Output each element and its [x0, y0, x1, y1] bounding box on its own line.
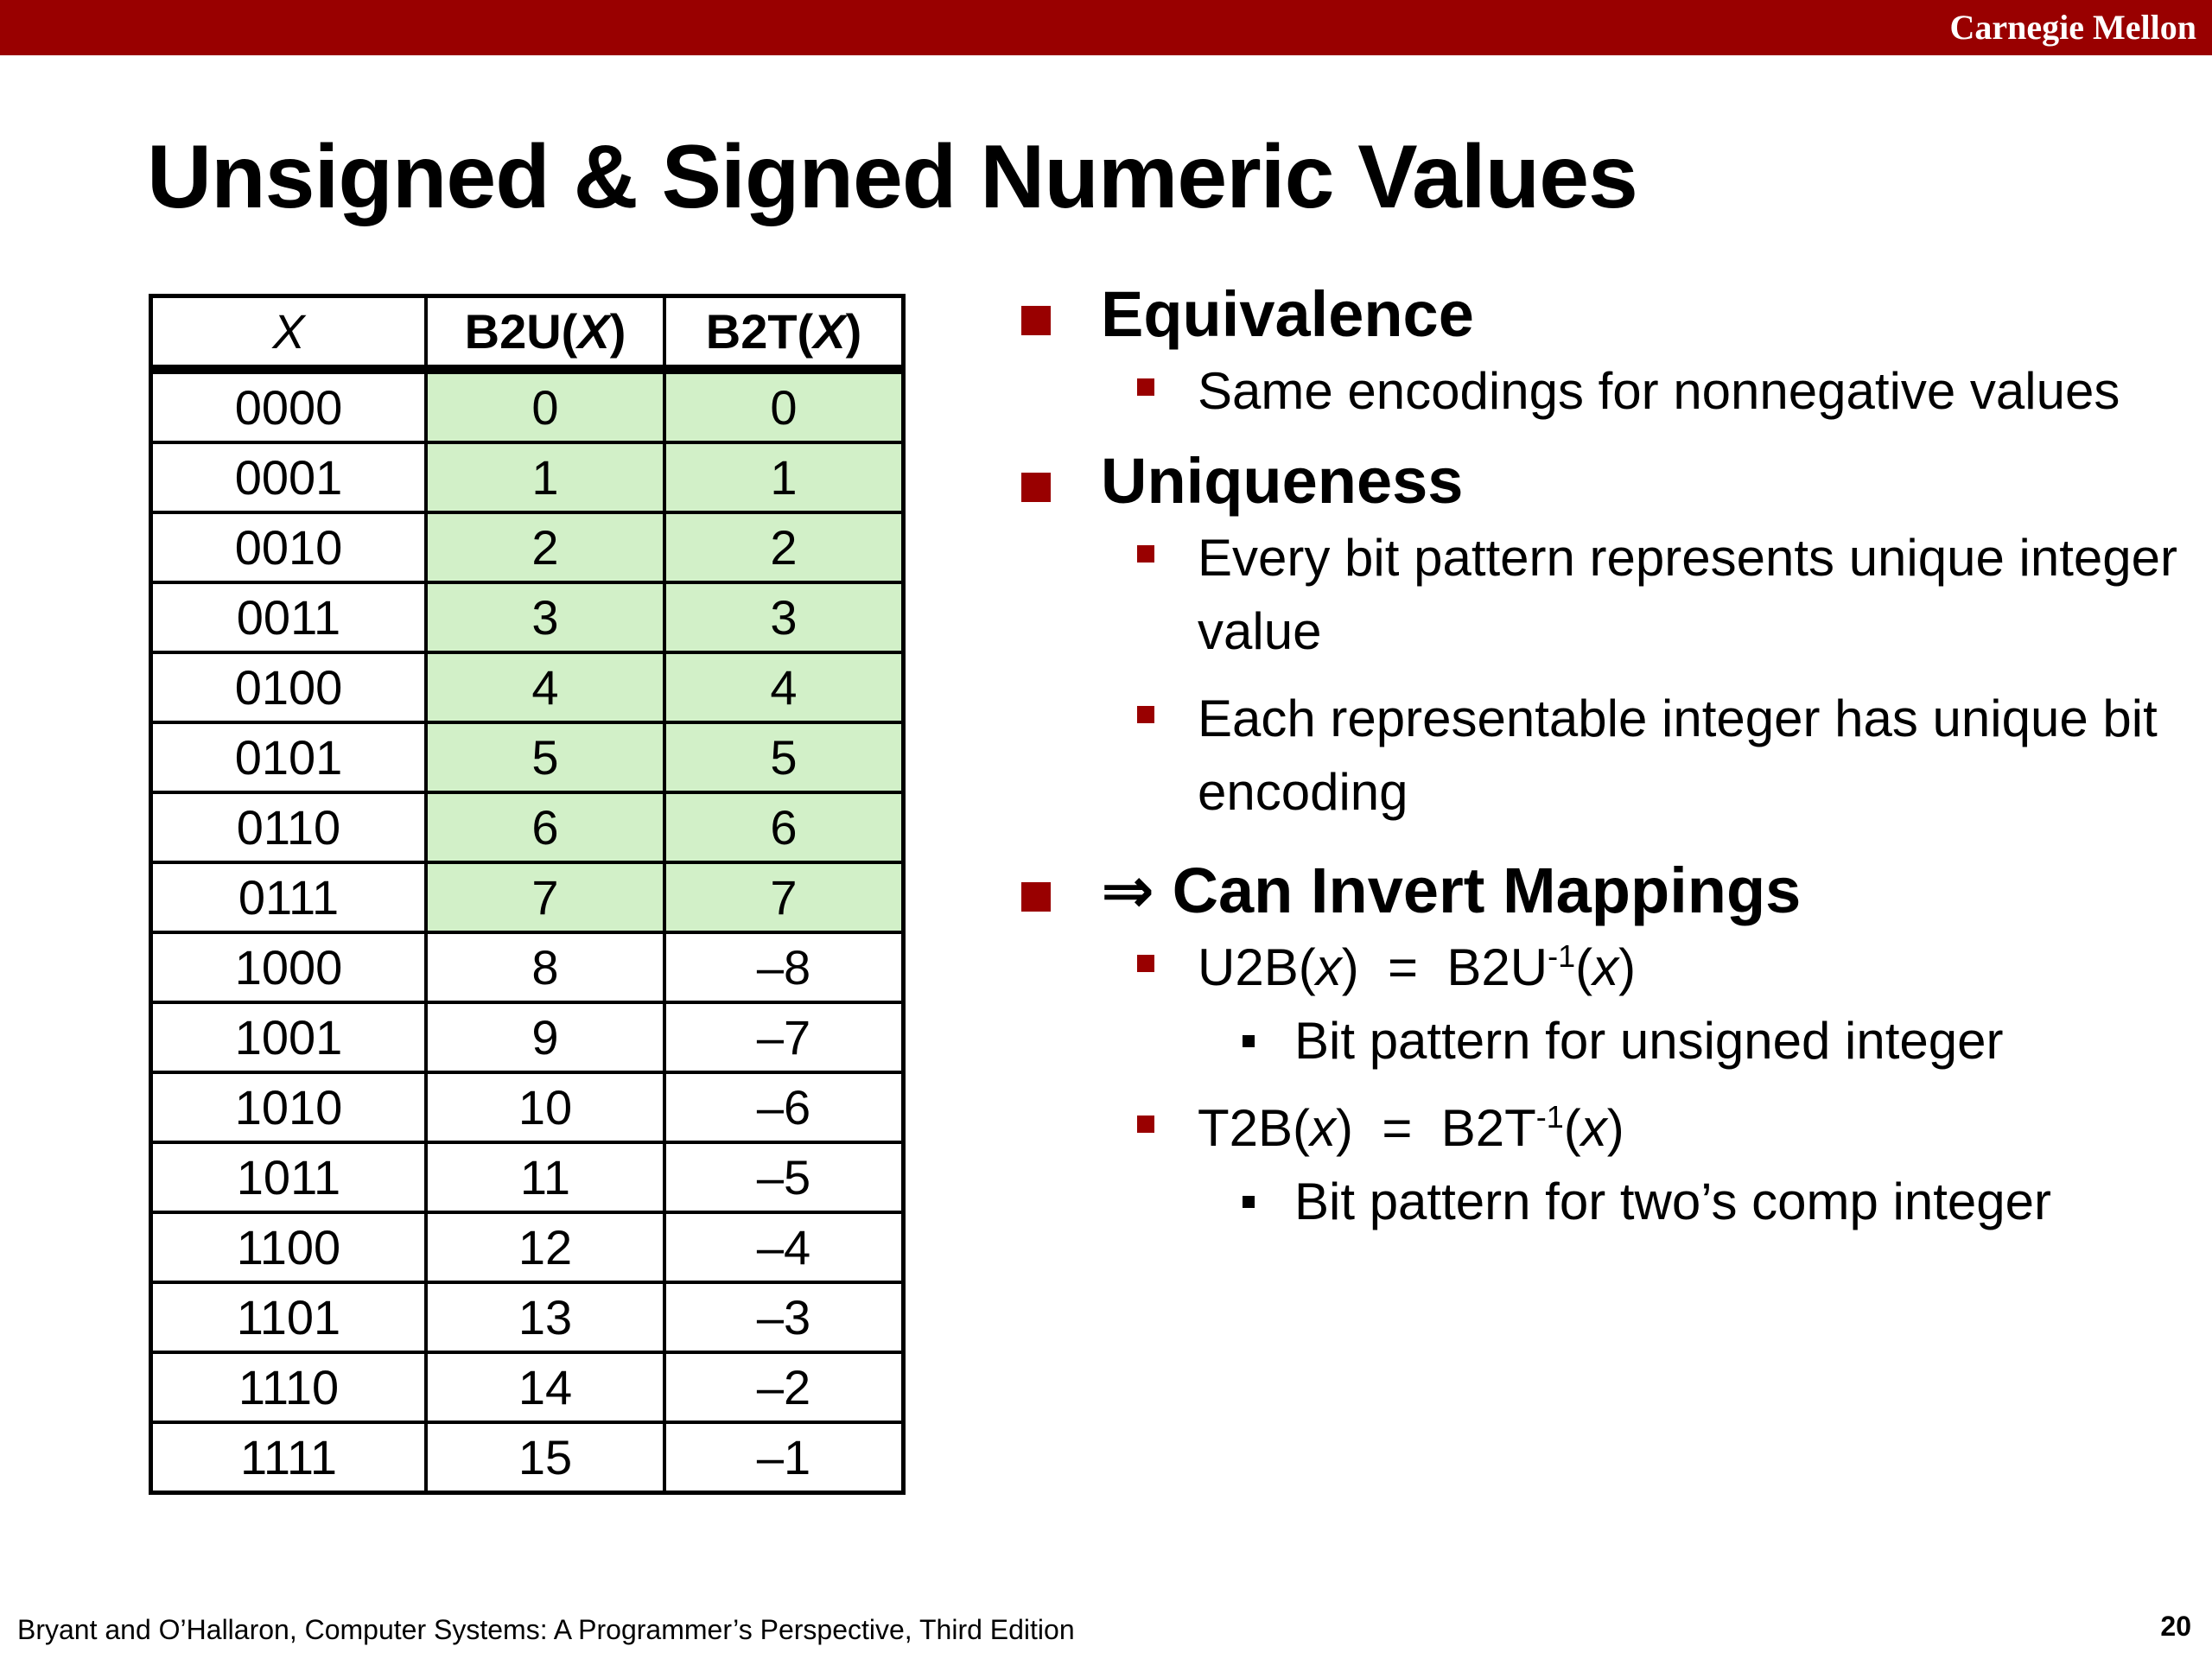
cell-b2u: 4 [426, 652, 664, 722]
cell-b2t: –4 [664, 1212, 904, 1282]
cell-b2u: 13 [426, 1282, 664, 1352]
cell-x: 0001 [151, 442, 427, 512]
table-row [151, 512, 904, 582]
header-x: X [151, 296, 427, 370]
cell-b2t: 0 [664, 370, 904, 443]
bullet-invert: ⇒ Can Invert Mappings [1011, 851, 2203, 931]
table-row [151, 722, 904, 792]
cell-x: 0000 [151, 370, 427, 443]
header-b2u: B2U(X) [426, 296, 664, 370]
sub-bullet: Every bit pattern represents unique integer value [1011, 521, 2203, 668]
cell-b2t: –5 [664, 1142, 904, 1212]
bullet-uniqueness: Uniqueness [1011, 442, 2203, 521]
cell-x: 0010 [151, 512, 427, 582]
sub-sub-bullet: Bit pattern for unsigned integer [1011, 1004, 2203, 1077]
bullet-square-icon [1137, 1116, 1154, 1133]
table-row [151, 932, 904, 1002]
bullet-square-icon [1021, 882, 1051, 912]
cell-x: 1001 [151, 1002, 427, 1072]
cell-x: 0110 [151, 792, 427, 862]
cell-b2u: 15 [426, 1422, 664, 1493]
cell-b2t: –1 [664, 1422, 904, 1493]
cell-b2t: 1 [664, 442, 904, 512]
cell-b2u: 10 [426, 1072, 664, 1142]
table-row [151, 862, 904, 932]
cell-b2t: 3 [664, 582, 904, 652]
cell-x: 1010 [151, 1072, 427, 1142]
bullet-small-square-icon [1243, 1035, 1255, 1047]
table-row [151, 792, 904, 862]
cell-b2t: –2 [664, 1352, 904, 1422]
cell-x: 1011 [151, 1142, 427, 1212]
cell-b2u: 0 [426, 370, 664, 443]
table-header-row [151, 296, 904, 370]
bullet-square-icon [1137, 955, 1154, 972]
formula-u2b: $U2B(x) = B2U^{-1}(x)$ [1011, 931, 2203, 1004]
cell-b2t: –3 [664, 1282, 904, 1352]
slide-title: Unsigned & Signed Numeric Values [147, 127, 1637, 227]
bullet-square-icon [1137, 706, 1154, 723]
cell-b2u: 12 [426, 1212, 664, 1282]
cell-b2t: –8 [664, 932, 904, 1002]
table-row [151, 442, 904, 512]
cell-b2u: 7 [426, 862, 664, 932]
cell-b2u: 3 [426, 582, 664, 652]
cell-b2u: 1 [426, 442, 664, 512]
bullet-small-square-icon [1243, 1196, 1255, 1208]
table-row [151, 1212, 904, 1282]
cell-x: 1110 [151, 1352, 427, 1422]
bullet-square-icon [1137, 545, 1154, 563]
cell-b2t: 2 [664, 512, 904, 582]
footer-citation: Bryant and O’Hallaron, Computer Systems: A Programmer’s Perspective, Third Edition [17, 1614, 1075, 1645]
table-row [151, 1142, 904, 1212]
page-number: 20 [2160, 1611, 2191, 1642]
cell-b2u: 9 [426, 1002, 664, 1072]
table-row [151, 582, 904, 652]
cell-x: 1100 [151, 1212, 427, 1282]
table-row [151, 1422, 904, 1493]
bullet-equivalence: Equivalence [1011, 275, 2203, 354]
cell-x: 0011 [151, 582, 427, 652]
sub-sub-bullet: Bit pattern for two’s comp integer [1011, 1165, 2203, 1238]
table-row [151, 652, 904, 722]
cell-b2t: –7 [664, 1002, 904, 1072]
sub-bullet: Same encodings for nonnegative values [1011, 354, 2203, 428]
cell-x: 0101 [151, 722, 427, 792]
header-b2t: B2T(X) [664, 296, 904, 370]
cell-b2t: 4 [664, 652, 904, 722]
table-row [151, 1352, 904, 1422]
cell-b2u: 6 [426, 792, 664, 862]
cell-b2t: –6 [664, 1072, 904, 1142]
cell-b2u: 8 [426, 932, 664, 1002]
header-bar [0, 0, 2212, 55]
bullet-square-icon [1021, 306, 1051, 335]
bullet-square-icon [1137, 378, 1154, 396]
table-row [151, 1002, 904, 1072]
brand-label: Carnegie Mellon [1949, 8, 2196, 47]
cell-b2t: 6 [664, 792, 904, 862]
implies-arrow-icon: ⇒ [1101, 855, 1155, 926]
cell-b2u: 5 [426, 722, 664, 792]
cell-b2t: 7 [664, 862, 904, 932]
table-row [151, 1072, 904, 1142]
formula-t2b: $T2B(x) = B2T^{-1}(x)$ [1011, 1091, 2203, 1165]
cell-b2u: 11 [426, 1142, 664, 1212]
cell-b2u: 14 [426, 1352, 664, 1422]
cell-x: 1000 [151, 932, 427, 1002]
table-row [151, 1282, 904, 1352]
table-row [151, 370, 904, 443]
cell-b2u: 2 [426, 512, 664, 582]
cell-x: 0100 [151, 652, 427, 722]
values-table [149, 294, 906, 1495]
cell-b2t: 5 [664, 722, 904, 792]
sub-bullet: Each representable integer has unique bit encoding [1011, 682, 2203, 829]
cell-x: 0111 [151, 862, 427, 932]
bullet-square-icon [1021, 473, 1051, 502]
cell-x: 1101 [151, 1282, 427, 1352]
cell-x: 1111 [151, 1422, 427, 1493]
bullet-list [1011, 275, 2203, 1238]
